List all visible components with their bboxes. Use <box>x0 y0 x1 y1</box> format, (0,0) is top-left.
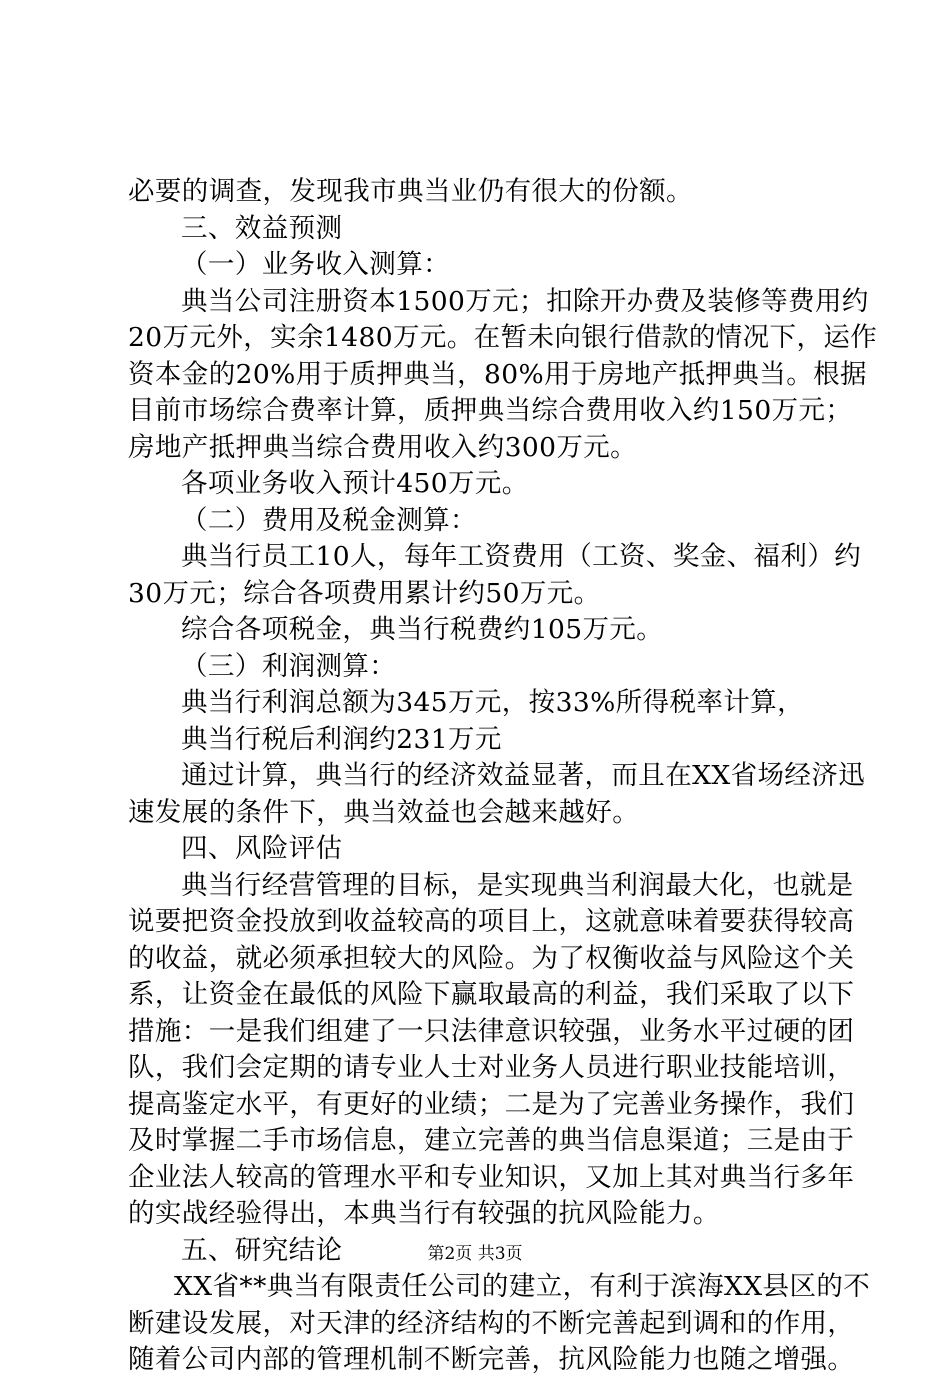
paragraph-line: 必要的调查，发现我市典当业仍有很大的份额。 <box>128 176 693 207</box>
subheading-revenue-estimate: （一）业务收入测算： <box>181 249 450 280</box>
paragraph-line: 队，我们会定期的请专业人士对业务人员进行职业技能培训， <box>128 1052 855 1083</box>
section-heading-research-conclusion: 五、研究结论 <box>181 1234 343 1266</box>
paragraph-line: 典当公司注册资本1500万元；扣除开办费及装修等费用约 <box>181 285 869 317</box>
paragraph-line: 资本金的20%用于质押典当，80%用于房地产抵押典当。根据 <box>128 358 867 390</box>
paragraph-line: 目前市场综合费率计算，质押典当综合费用收入约150万元； <box>128 395 853 426</box>
paragraph-line: 20万元外，实余1480万元。在暂未向银行借款的情况下，运作 <box>128 322 878 353</box>
section-heading-risk-assessment: 四、风险评估 <box>181 833 343 864</box>
paragraph-line: 典当行员工10人，每年工资费用（工资、奖金、福利）约 <box>181 541 862 572</box>
paragraph-line: 提高鉴定水平，有更好的业绩；二是为了完善业务操作，我们 <box>128 1088 855 1120</box>
page-number-footer: 第2页 共3页 <box>427 1244 523 1264</box>
paragraph-line: 说要把资金投放到收益较高的项目上，这就意味着要获得较高 <box>128 906 855 937</box>
subheading-cost-tax-estimate: （二）费用及税金测算： <box>181 504 477 536</box>
paragraph-line: 措施：一是我们组建了一只法律意识较强，业务水平过硬的团 <box>128 1015 855 1047</box>
paragraph-line: 及时掌握二手市场信息，建立完善的典当信息渠道；三是由于 <box>128 1125 855 1156</box>
paragraph-line: 综合各项税金，典当行税费约105万元。 <box>181 614 664 645</box>
paragraph-line: 各项业务收入预计450万元。 <box>181 468 529 499</box>
subheading-profit-estimate: （三）利润测算： <box>181 650 397 682</box>
paragraph-line: 的实战经验得出，本典当行有较强的抗风险能力。 <box>128 1198 720 1229</box>
paragraph-line: 30万元；综合各项费用累计约50万元。 <box>128 577 601 609</box>
document-body <box>128 174 878 1379</box>
paragraph-line: 系，让资金在最低的风险下赢取最高的利益，我们采取了以下 <box>128 979 855 1010</box>
paragraph-line: 速发展的条件下，典当效益也会越来越好。 <box>128 796 640 828</box>
paragraph-line: 房地产抵押典当综合费用收入约300万元。 <box>128 431 638 463</box>
paragraph-line: 随着公司内部的管理机制不断完善，抗风险能力也随之增强。 <box>128 1344 855 1375</box>
paragraph-line: 典当行利润总额为345万元，按33%所得税率计算， <box>181 687 804 718</box>
paragraph-line: 典当行经营管理的目标，是实现典当利润最大化，也就是 <box>181 869 854 901</box>
paragraph-line: XX省**典当有限责任公司的建立，有利于滨海XX县区的不 <box>174 1271 871 1302</box>
paragraph-line: 典当行税后利润约231万元 <box>181 723 502 755</box>
paragraph-line: 的收益，就必须承担较大的风险。为了权衡收益与风险这个关 <box>128 942 855 974</box>
paragraph-line: 企业法人较高的管理水平和专业知识，又加上其对典当行多年 <box>128 1161 855 1193</box>
section-heading-benefit-forecast: 三、效益预测 <box>181 212 343 244</box>
paragraph-line: 断建设发展，对天津的经济结构的不断完善起到调和的作用， <box>128 1307 855 1339</box>
paragraph-line: 通过计算，典当行的经济效益显著，而且在XX省场经济迅 <box>181 760 866 791</box>
